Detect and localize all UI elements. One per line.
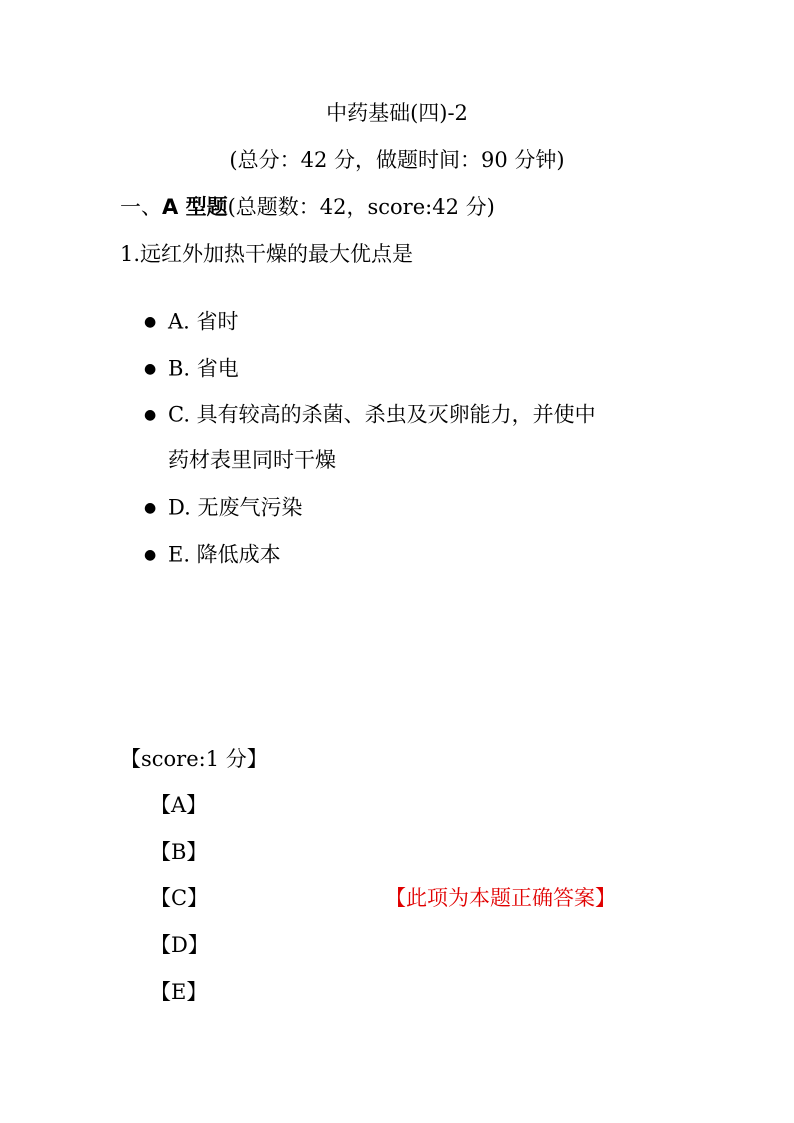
- option-c: [144, 399, 596, 429]
- bullet-icon: ●: [144, 313, 157, 330]
- correct-answer-marker: 【此项为本题正确答案】: [385, 886, 616, 910]
- bullet-icon: ●: [144, 499, 157, 516]
- page-title: 中药基础(四)-2: [326, 101, 468, 125]
- option-label: C. 具有较高的杀菌、杀虫及灭卵能力，并使中: [168, 402, 596, 427]
- bullet-icon: ●: [144, 546, 157, 563]
- option-d: [144, 492, 302, 522]
- answer-d: 【D】: [150, 933, 209, 957]
- option-label: E. 降低成本: [168, 542, 281, 567]
- score-label: 【score:1 分】: [120, 747, 268, 771]
- section-detail: (总题数：42，score:42 分): [227, 195, 495, 219]
- answer-c: [150, 884, 616, 912]
- section-prefix: 一、: [120, 195, 162, 219]
- option-c-continuation: 药材表里同时干燥: [168, 448, 336, 472]
- answer-a: 【A】: [150, 793, 208, 817]
- section-heading: [120, 193, 495, 221]
- option-label: A. 省时: [168, 309, 239, 334]
- option-e: [144, 539, 281, 569]
- question-text: 1.远红外加热干燥的最大优点是: [120, 242, 414, 266]
- option-b: [144, 353, 239, 383]
- answer-c-label: 【C】: [150, 886, 209, 910]
- option-a: [144, 306, 239, 336]
- section-type: A 型题: [162, 195, 228, 219]
- option-label: B. 省电: [168, 356, 239, 381]
- answer-b: 【B】: [150, 840, 208, 864]
- option-label: D. 无废气污染: [168, 495, 303, 520]
- exam-info: (总分：42 分，做题时间：90 分钟): [229, 148, 565, 172]
- answer-e: 【E】: [150, 980, 208, 1004]
- bullet-icon: ●: [144, 406, 157, 423]
- bullet-icon: ●: [144, 360, 157, 377]
